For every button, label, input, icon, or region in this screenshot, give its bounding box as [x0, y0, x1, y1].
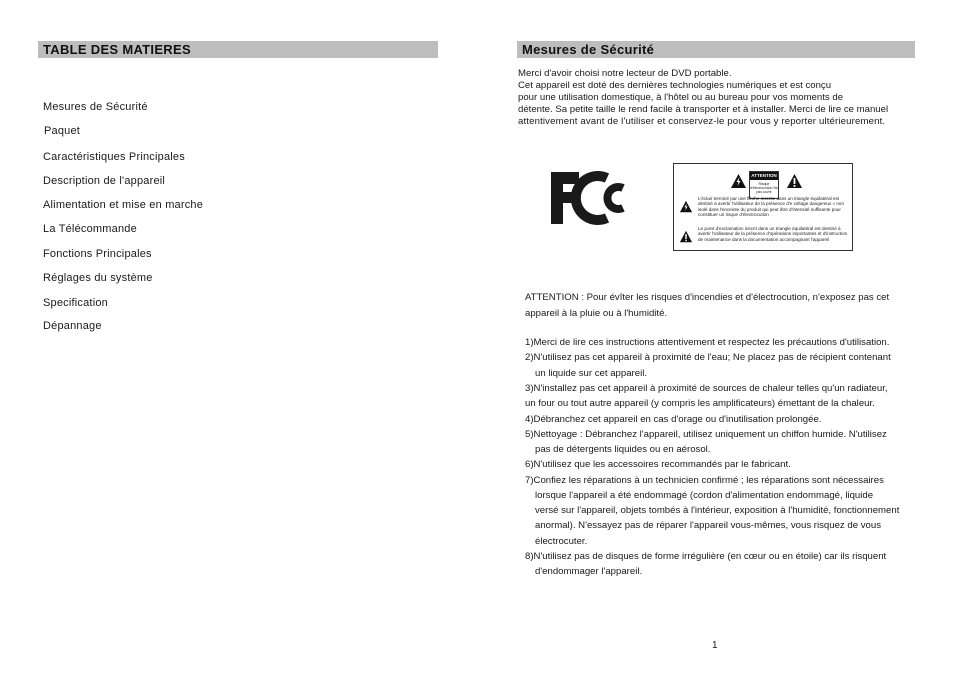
rule-line: 8)N'utilisez pas de disques de forme irrégulière (en cœur ou en étoile) car ils risquent	[525, 551, 887, 562]
attention-label-title: ATTENTION	[751, 173, 777, 178]
rule-line: 3)N'installez pas cet appareil à proximité de sources de chaleur telles qu'un radiateur,	[525, 383, 888, 394]
rule-line: 7)Confiez les réparations à un technicien confirmé ; les réparations sont nécessaires	[525, 475, 884, 486]
rule-line: un liquide sur cet appareil.	[535, 368, 647, 379]
exclamation-warning-text: Le point d'exclamation inscrit dans un triangle équilatéral est destiné à avertir l'utilisateur de la présence d'opérations importantes et d'instruction de maintenance dans la documentation accompagnant l'appareil	[698, 226, 848, 242]
attention-line: ATTENTION : Pour évîter les risques d'incendies et d'électrocution, n'exposez pas cet	[525, 292, 890, 303]
toc-item-alimentation[interactable]: Alimentation et mise en marche	[43, 199, 204, 211]
rule-line: versé sur l'appareil, objets tombés à l'intérieur, exposition à l'humidité, fonctionnement	[535, 505, 900, 516]
rule-line: 4)Débranchez cet appareil en cas d'orage ou d'inutilisation prolongée.	[525, 414, 822, 425]
intro-line: Cet appareil est doté des dernières technologies numériques et est conçu	[518, 80, 832, 91]
safety-intro	[518, 68, 918, 128]
attention-label-subtitle: Risque d'électrocution Ne pas ouvrir	[750, 182, 778, 194]
toc-item-telecommande[interactable]: La Télécommande	[43, 223, 137, 235]
electric-warning-box	[673, 163, 853, 251]
toc-item-depannage[interactable]: Dépannage	[43, 320, 102, 332]
toc-item-caracteristiques[interactable]: Caractéristiques Principales	[43, 151, 185, 163]
intro-line: pour une utilisation domestique, à l'hôtel ou au bureau pour vos moments de	[518, 92, 844, 103]
attention-line: appareil à la pluie ou à l'humidité.	[525, 308, 668, 319]
rule-line: électrocuter.	[535, 536, 588, 547]
attention-paragraph	[525, 290, 925, 322]
page-number: 1	[712, 640, 718, 651]
rule-line: 2)N'utilisez pas cet appareil à proximité de l'eau; Ne placez pas de récipient contenant	[525, 352, 891, 363]
intro-line: attentivement avant de l'utiliser et conservez-le pour vous y reporter ultérieurement.	[518, 116, 886, 127]
rule-line: lorsque l'appareil a été endommagé (cordon d'alimentation endommagé, liquide	[535, 490, 874, 501]
intro-line: Merci d'avoir choisi notre lecteur de DVD portable.	[518, 68, 732, 79]
rule-line: d'endommager l'appareil.	[535, 566, 643, 577]
lightning-warning-text: L'éclair terminé par une flèche inscrite dans un triangle équilatéral est destiné à avertir l'utilisateur de la présence d'e voltage dangereux « non isolé dans l'enceinte du produit qui peut être d'intensité suffisante pour constituer un risque d'électrocution	[698, 196, 845, 217]
lightning-warning-icon	[679, 200, 693, 213]
toc-title: TABLE DES MATIERES	[38, 41, 438, 58]
rule-line: 1)Merci de lire ces instructions attentivement et respectez les précautions d'utilisation.	[525, 337, 890, 348]
toc-item-mesures[interactable]: Mesures de Sécurité	[43, 101, 148, 113]
toc-item-specification[interactable]: Specification	[43, 297, 108, 309]
fcc-logo	[549, 170, 629, 226]
rule-line: 5)Nettoyage : Débranchez l'appareil, utilisez uniquement un chiffon humide. N'utilisez	[525, 429, 887, 440]
rule-line: 6)N'utilisez que les accessoires recommandés par le fabricant.	[525, 459, 791, 470]
safety-title: Mesures de Sécurité	[517, 41, 915, 58]
toc-item-reglages[interactable]: Réglages du système	[43, 272, 153, 284]
rule-line: un four ou tout autre appareil (y compris les amplificateurs) émettant de la chaleur.	[525, 398, 875, 409]
toc-item-paquet[interactable]: Paquet	[44, 125, 81, 137]
exclamation-warning-icon	[786, 173, 803, 189]
rule-line: anormal). N'essayez pas de réparer l'appareil vous-mêmes, vous risquez de vous	[535, 520, 881, 531]
exclamation-warning-icon	[679, 230, 693, 243]
toc-item-description[interactable]: Description de l'appareil	[43, 175, 166, 187]
lightning-warning-icon	[730, 173, 747, 189]
toc-item-fonctions[interactable]: Fonctions Principales	[43, 248, 152, 260]
intro-line: détente. Sa petite taille le rend facile à transporter et à installer. Merci de lire ce manuel	[518, 104, 889, 115]
rule-line: pas de détergents liquides ou en aérosol.	[535, 444, 711, 455]
attention-label	[749, 171, 779, 199]
